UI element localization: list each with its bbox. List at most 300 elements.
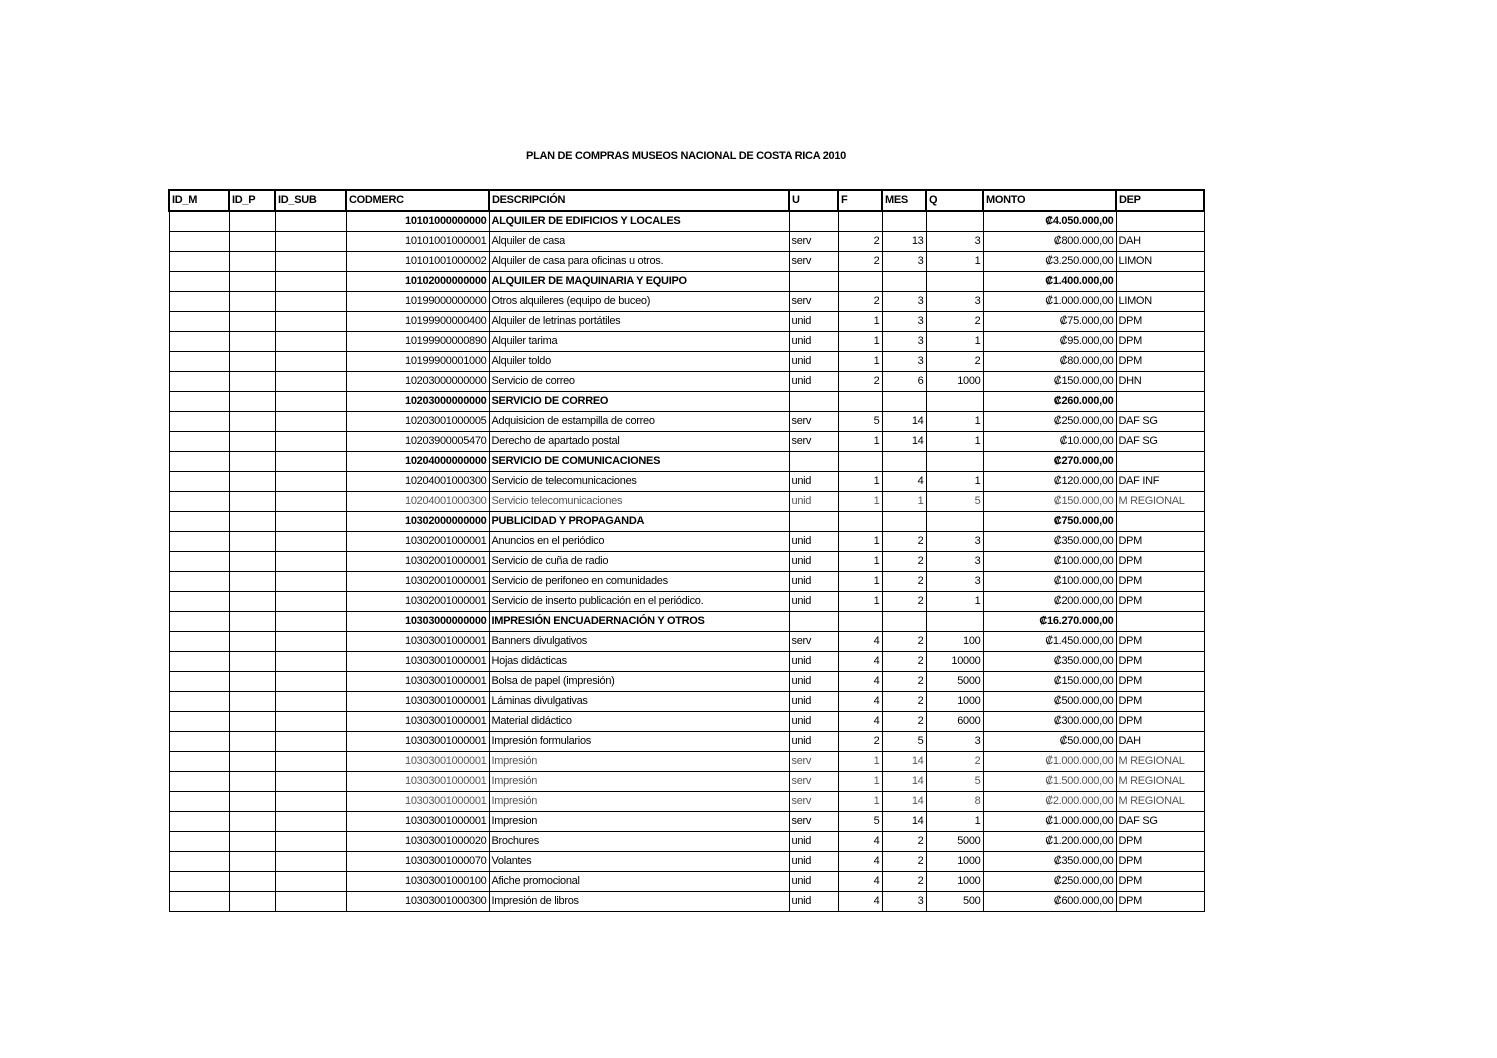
cell-dep: LIMON bbox=[1116, 292, 1204, 312]
cell-dep: DPM bbox=[1116, 532, 1204, 552]
purchase-plan-table bbox=[168, 189, 1205, 912]
cell-id-m bbox=[169, 412, 229, 432]
cell-descripcion: Impresion bbox=[489, 812, 789, 832]
cell-id-m bbox=[169, 492, 229, 512]
cell-id-p bbox=[229, 432, 275, 452]
cell-u: unid bbox=[789, 372, 838, 392]
cell-mes: 3 bbox=[882, 252, 926, 272]
cell-monto: ₡1.200.000,00 bbox=[983, 832, 1116, 852]
cell-id-sub bbox=[275, 312, 346, 332]
cell-id-m bbox=[169, 852, 229, 872]
cell-q: 8 bbox=[926, 792, 983, 812]
cell-codmerc: 10102000000000 bbox=[346, 272, 489, 292]
cell-codmerc: 10199900000400 bbox=[346, 312, 489, 332]
cell-q: 1 bbox=[926, 412, 983, 432]
cell-q: 1 bbox=[926, 432, 983, 452]
cell-id-m bbox=[169, 672, 229, 692]
cell-id-m bbox=[169, 452, 229, 472]
table-row bbox=[169, 492, 1204, 512]
cell-f: 1 bbox=[838, 552, 882, 572]
table-row bbox=[169, 732, 1204, 752]
cell-codmerc: 10302001000001 bbox=[346, 572, 489, 592]
cell-descripcion: Adquisicion de estampilla de correo bbox=[489, 412, 789, 432]
cell-id-sub bbox=[275, 452, 346, 472]
cell-id-sub bbox=[275, 732, 346, 752]
cell-f: 1 bbox=[838, 352, 882, 372]
cell-q: 3 bbox=[926, 532, 983, 552]
cell-descripcion: Alquiler de letrinas portátiles bbox=[489, 312, 789, 332]
cell-mes: 5 bbox=[882, 732, 926, 752]
table-row bbox=[169, 472, 1204, 492]
cell-id-m bbox=[169, 812, 229, 832]
cell-id-m bbox=[169, 732, 229, 752]
cell-id-p bbox=[229, 652, 275, 672]
cell-monto: ₡350.000,00 bbox=[983, 852, 1116, 872]
cell-mes: 2 bbox=[882, 712, 926, 732]
cell-id-p bbox=[229, 832, 275, 852]
cell-f: 1 bbox=[838, 532, 882, 552]
cell-q: 100 bbox=[926, 632, 983, 652]
cell-mes: 2 bbox=[882, 692, 926, 712]
cell-u: serv bbox=[789, 252, 838, 272]
cell-id-m bbox=[169, 332, 229, 352]
cell-q: 3 bbox=[926, 572, 983, 592]
cell-dep: DPM bbox=[1116, 892, 1204, 912]
cell-mes: 3 bbox=[882, 332, 926, 352]
cell-id-m bbox=[169, 211, 229, 232]
cell-descripcion: Afiche promocional bbox=[489, 872, 789, 892]
cell-dep: DAF SG bbox=[1116, 812, 1204, 832]
cell-descripcion: Impresión formularios bbox=[489, 732, 789, 752]
cell-id-m bbox=[169, 512, 229, 532]
category-row bbox=[169, 452, 1204, 472]
cell-id-sub bbox=[275, 332, 346, 352]
cell-u: unid bbox=[789, 532, 838, 552]
cell-u: unid bbox=[789, 852, 838, 872]
table-row bbox=[169, 712, 1204, 732]
cell-dep: DPM bbox=[1116, 872, 1204, 892]
cell-u: unid bbox=[789, 692, 838, 712]
cell-descripcion: Bolsa de papel (impresión) bbox=[489, 672, 789, 692]
cell-codmerc: 10302001000001 bbox=[346, 532, 489, 552]
cell-mes bbox=[882, 612, 926, 632]
cell-u bbox=[789, 272, 838, 292]
table-row bbox=[169, 872, 1204, 892]
cell-codmerc: 10303001000001 bbox=[346, 692, 489, 712]
cell-f: 4 bbox=[838, 632, 882, 652]
page-title: PLAN DE COMPRAS MUSEOS NACIONAL DE COSTA RICA 2010 bbox=[526, 150, 846, 162]
cell-f: 5 bbox=[838, 812, 882, 832]
cell-id-sub bbox=[275, 892, 346, 912]
table-row bbox=[169, 752, 1204, 772]
cell-id-sub bbox=[275, 652, 346, 672]
cell-monto: ₡350.000,00 bbox=[983, 652, 1116, 672]
cell-descripcion: Servicio de cuña de radio bbox=[489, 552, 789, 572]
cell-id-m bbox=[169, 372, 229, 392]
cell-monto: ₡800.000,00 bbox=[983, 232, 1116, 252]
cell-q: 10000 bbox=[926, 652, 983, 672]
cell-dep: DPM bbox=[1116, 712, 1204, 732]
cell-u: unid bbox=[789, 732, 838, 752]
cell-descripcion: Impresión de libros bbox=[489, 892, 789, 912]
cell-id-m bbox=[169, 352, 229, 372]
cell-id-p bbox=[229, 312, 275, 332]
cell-descripcion: SERVICIO DE CORREO bbox=[489, 392, 789, 412]
cell-codmerc: 10303001000001 bbox=[346, 732, 489, 752]
cell-descripcion: Servicio de correo bbox=[489, 372, 789, 392]
cell-id-p bbox=[229, 692, 275, 712]
cell-id-p bbox=[229, 592, 275, 612]
cell-id-p bbox=[229, 632, 275, 652]
cell-descripcion: Hojas didácticas bbox=[489, 652, 789, 672]
header-row bbox=[169, 190, 1204, 211]
cell-f: 4 bbox=[838, 712, 882, 732]
cell-id-p bbox=[229, 892, 275, 912]
cell-id-sub bbox=[275, 832, 346, 852]
cell-codmerc: 10303000000000 bbox=[346, 612, 489, 632]
cell-u: unid bbox=[789, 332, 838, 352]
cell-id-m bbox=[169, 392, 229, 412]
cell-q bbox=[926, 272, 983, 292]
cell-mes: 14 bbox=[882, 772, 926, 792]
cell-id-p bbox=[229, 612, 275, 632]
cell-descripcion: Alquiler tarima bbox=[489, 332, 789, 352]
cell-monto: ₡200.000,00 bbox=[983, 592, 1116, 612]
table-row bbox=[169, 652, 1204, 672]
cell-mes bbox=[882, 211, 926, 232]
cell-id-sub bbox=[275, 592, 346, 612]
cell-id-p bbox=[229, 512, 275, 532]
cell-q: 5000 bbox=[926, 832, 983, 852]
cell-mes: 13 bbox=[882, 232, 926, 252]
cell-id-m bbox=[169, 892, 229, 912]
cell-f: 2 bbox=[838, 292, 882, 312]
cell-f bbox=[838, 211, 882, 232]
cell-descripcion: Láminas divulgativas bbox=[489, 692, 789, 712]
cell-id-p bbox=[229, 812, 275, 832]
cell-monto: ₡150.000,00 bbox=[983, 372, 1116, 392]
cell-q: 1 bbox=[926, 592, 983, 612]
cell-id-sub bbox=[275, 472, 346, 492]
cell-mes: 2 bbox=[882, 572, 926, 592]
cell-dep: DAH bbox=[1116, 732, 1204, 752]
cell-id-p bbox=[229, 872, 275, 892]
cell-id-p bbox=[229, 372, 275, 392]
cell-dep: DPM bbox=[1116, 312, 1204, 332]
col-header-codmerc: CODMERC bbox=[346, 190, 489, 211]
cell-u: serv bbox=[789, 432, 838, 452]
cell-f: 2 bbox=[838, 232, 882, 252]
cell-mes: 2 bbox=[882, 872, 926, 892]
cell-monto: ₡120.000,00 bbox=[983, 472, 1116, 492]
cell-id-m bbox=[169, 752, 229, 772]
table-row bbox=[169, 332, 1204, 352]
cell-id-sub bbox=[275, 552, 346, 572]
cell-codmerc: 10203001000005 bbox=[346, 412, 489, 432]
cell-dep bbox=[1116, 452, 1204, 472]
cell-descripcion: IMPRESIÓN ENCUADERNACIÓN Y OTROS bbox=[489, 612, 789, 632]
table-row bbox=[169, 852, 1204, 872]
cell-descripcion: Impresión bbox=[489, 752, 789, 772]
cell-q bbox=[926, 452, 983, 472]
cell-f: 2 bbox=[838, 732, 882, 752]
cell-dep: DPM bbox=[1116, 552, 1204, 572]
cell-mes: 2 bbox=[882, 632, 926, 652]
cell-u: unid bbox=[789, 472, 838, 492]
cell-id-sub bbox=[275, 512, 346, 532]
cell-id-m bbox=[169, 872, 229, 892]
cell-id-sub bbox=[275, 572, 346, 592]
cell-f: 1 bbox=[838, 312, 882, 332]
col-header-mes: MES bbox=[882, 190, 926, 211]
table-row bbox=[169, 432, 1204, 452]
cell-id-p bbox=[229, 552, 275, 572]
col-header-monto: MONTO bbox=[983, 190, 1116, 211]
cell-descripcion: Alquiler de casa para oficinas u otros. bbox=[489, 252, 789, 272]
cell-id-p bbox=[229, 332, 275, 352]
cell-monto: ₡1.500.000,00 bbox=[983, 772, 1116, 792]
cell-id-p bbox=[229, 572, 275, 592]
cell-q: 500 bbox=[926, 892, 983, 912]
table-row bbox=[169, 372, 1204, 392]
cell-id-sub bbox=[275, 532, 346, 552]
cell-id-sub bbox=[275, 852, 346, 872]
cell-codmerc: 10303001000100 bbox=[346, 872, 489, 892]
cell-id-m bbox=[169, 252, 229, 272]
cell-id-m bbox=[169, 832, 229, 852]
table-row bbox=[169, 352, 1204, 372]
cell-id-sub bbox=[275, 872, 346, 892]
cell-monto: ₡80.000,00 bbox=[983, 352, 1116, 372]
cell-id-m bbox=[169, 472, 229, 492]
cell-id-p bbox=[229, 452, 275, 472]
cell-u: unid bbox=[789, 872, 838, 892]
cell-id-sub bbox=[275, 632, 346, 652]
cell-id-m bbox=[169, 592, 229, 612]
cell-id-p bbox=[229, 712, 275, 732]
cell-codmerc: 10303001000001 bbox=[346, 792, 489, 812]
cell-id-p bbox=[229, 392, 275, 412]
table-row bbox=[169, 312, 1204, 332]
cell-descripcion: PUBLICIDAD Y PROPAGANDA bbox=[489, 512, 789, 532]
cell-f bbox=[838, 452, 882, 472]
table-row bbox=[169, 252, 1204, 272]
cell-dep bbox=[1116, 272, 1204, 292]
cell-dep: DAH bbox=[1116, 232, 1204, 252]
cell-descripcion: Brochures bbox=[489, 832, 789, 852]
cell-f bbox=[838, 512, 882, 532]
col-header-dep: DEP bbox=[1116, 190, 1204, 211]
cell-descripcion: Servicio de perifoneo en comunidades bbox=[489, 572, 789, 592]
cell-id-m bbox=[169, 312, 229, 332]
cell-dep: LIMON bbox=[1116, 252, 1204, 272]
cell-codmerc: 10302001000001 bbox=[346, 552, 489, 572]
cell-id-sub bbox=[275, 392, 346, 412]
cell-id-p bbox=[229, 732, 275, 752]
cell-f: 1 bbox=[838, 492, 882, 512]
cell-id-p bbox=[229, 272, 275, 292]
cell-codmerc: 10203000000000 bbox=[346, 372, 489, 392]
cell-f: 2 bbox=[838, 252, 882, 272]
cell-codmerc: 10302000000000 bbox=[346, 512, 489, 532]
cell-mes: 3 bbox=[882, 892, 926, 912]
cell-codmerc: 10303001000001 bbox=[346, 712, 489, 732]
cell-mes: 3 bbox=[882, 352, 926, 372]
cell-u bbox=[789, 452, 838, 472]
category-row bbox=[169, 612, 1204, 632]
cell-mes: 6 bbox=[882, 372, 926, 392]
cell-monto: ₡2.000.000,00 bbox=[983, 792, 1116, 812]
cell-id-sub bbox=[275, 492, 346, 512]
cell-id-sub bbox=[275, 712, 346, 732]
cell-id-p bbox=[229, 412, 275, 432]
cell-id-p bbox=[229, 352, 275, 372]
cell-id-m bbox=[169, 572, 229, 592]
cell-monto: ₡10.000,00 bbox=[983, 432, 1116, 452]
cell-q bbox=[926, 512, 983, 532]
table-row bbox=[169, 532, 1204, 552]
cell-mes: 14 bbox=[882, 812, 926, 832]
cell-id-p bbox=[229, 252, 275, 272]
cell-codmerc: 10302001000001 bbox=[346, 592, 489, 612]
cell-f: 1 bbox=[838, 772, 882, 792]
cell-id-sub bbox=[275, 772, 346, 792]
cell-mes: 2 bbox=[882, 592, 926, 612]
cell-q bbox=[926, 392, 983, 412]
cell-monto: ₡250.000,00 bbox=[983, 412, 1116, 432]
cell-codmerc: 10303001000001 bbox=[346, 632, 489, 652]
cell-f: 4 bbox=[838, 872, 882, 892]
cell-id-m bbox=[169, 552, 229, 572]
cell-f: 4 bbox=[838, 692, 882, 712]
cell-id-p bbox=[229, 772, 275, 792]
cell-u: serv bbox=[789, 632, 838, 652]
cell-descripcion: Banners divulgativos bbox=[489, 632, 789, 652]
cell-mes: 2 bbox=[882, 652, 926, 672]
cell-id-m bbox=[169, 652, 229, 672]
cell-q: 1000 bbox=[926, 372, 983, 392]
table-row bbox=[169, 592, 1204, 612]
table-row bbox=[169, 292, 1204, 312]
cell-descripcion: Volantes bbox=[489, 852, 789, 872]
cell-f: 2 bbox=[838, 372, 882, 392]
cell-descripcion: Otros alquileres (equipo de buceo) bbox=[489, 292, 789, 312]
cell-codmerc: 10203900005470 bbox=[346, 432, 489, 452]
cell-id-m bbox=[169, 532, 229, 552]
cell-id-p bbox=[229, 472, 275, 492]
cell-monto: ₡3.250.000,00 bbox=[983, 252, 1116, 272]
cell-dep: DPM bbox=[1116, 352, 1204, 372]
cell-u: serv bbox=[789, 292, 838, 312]
cell-codmerc: 10303001000001 bbox=[346, 752, 489, 772]
cell-id-m bbox=[169, 292, 229, 312]
cell-id-m bbox=[169, 612, 229, 632]
cell-id-sub bbox=[275, 692, 346, 712]
cell-u: unid bbox=[789, 832, 838, 852]
cell-monto: ₡150.000,00 bbox=[983, 672, 1116, 692]
cell-q: 2 bbox=[926, 352, 983, 372]
cell-codmerc: 10204001000300 bbox=[346, 492, 489, 512]
cell-q: 1000 bbox=[926, 872, 983, 892]
cell-u: unid bbox=[789, 572, 838, 592]
cell-descripcion: Servicio telecomunicaciones bbox=[489, 492, 789, 512]
cell-f: 1 bbox=[838, 332, 882, 352]
table-row bbox=[169, 792, 1204, 812]
cell-u: serv bbox=[789, 812, 838, 832]
cell-mes bbox=[882, 392, 926, 412]
cell-monto: ₡75.000,00 bbox=[983, 312, 1116, 332]
cell-id-sub bbox=[275, 432, 346, 452]
cell-id-sub bbox=[275, 792, 346, 812]
cell-q: 5000 bbox=[926, 672, 983, 692]
cell-u: unid bbox=[789, 672, 838, 692]
cell-id-p bbox=[229, 752, 275, 772]
cell-u bbox=[789, 612, 838, 632]
cell-q: 2 bbox=[926, 312, 983, 332]
cell-f: 1 bbox=[838, 472, 882, 492]
cell-id-sub bbox=[275, 272, 346, 292]
cell-id-p bbox=[229, 232, 275, 252]
cell-id-sub bbox=[275, 352, 346, 372]
cell-q: 1 bbox=[926, 332, 983, 352]
cell-dep: DAF SG bbox=[1116, 412, 1204, 432]
cell-mes: 4 bbox=[882, 472, 926, 492]
cell-u: unid bbox=[789, 712, 838, 732]
cell-codmerc: 10203000000000 bbox=[346, 392, 489, 412]
cell-id-sub bbox=[275, 612, 346, 632]
cell-id-m bbox=[169, 692, 229, 712]
cell-monto: ₡1.000.000,00 bbox=[983, 752, 1116, 772]
cell-monto: ₡50.000,00 bbox=[983, 732, 1116, 752]
category-row bbox=[169, 512, 1204, 532]
cell-codmerc: 10303001000001 bbox=[346, 652, 489, 672]
cell-id-sub bbox=[275, 672, 346, 692]
cell-id-sub bbox=[275, 232, 346, 252]
cell-id-m bbox=[169, 632, 229, 652]
cell-codmerc: 10303001000070 bbox=[346, 852, 489, 872]
cell-u: unid bbox=[789, 552, 838, 572]
cell-f: 4 bbox=[838, 832, 882, 852]
cell-monto: ₡300.000,00 bbox=[983, 712, 1116, 732]
cell-dep: DPM bbox=[1116, 672, 1204, 692]
cell-id-sub bbox=[275, 412, 346, 432]
cell-q: 5 bbox=[926, 492, 983, 512]
cell-descripcion: Alquiler toldo bbox=[489, 352, 789, 372]
cell-descripcion: Alquiler de casa bbox=[489, 232, 789, 252]
table-row bbox=[169, 692, 1204, 712]
cell-dep: M REGIONAL bbox=[1116, 792, 1204, 812]
cell-dep: DPM bbox=[1116, 652, 1204, 672]
cell-q: 3 bbox=[926, 552, 983, 572]
cell-mes: 2 bbox=[882, 852, 926, 872]
category-row bbox=[169, 272, 1204, 292]
col-header-id-m: ID_M bbox=[169, 190, 229, 211]
cell-id-p bbox=[229, 532, 275, 552]
cell-id-sub bbox=[275, 211, 346, 232]
cell-codmerc: 10303001000300 bbox=[346, 892, 489, 912]
cell-dep: DPM bbox=[1116, 852, 1204, 872]
cell-descripcion: Material didáctico bbox=[489, 712, 789, 732]
cell-monto: ₡4.050.000,00 bbox=[983, 211, 1116, 232]
cell-monto: ₡100.000,00 bbox=[983, 552, 1116, 572]
cell-codmerc: 10199900000890 bbox=[346, 332, 489, 352]
category-row bbox=[169, 211, 1204, 232]
cell-mes: 3 bbox=[882, 292, 926, 312]
cell-mes: 2 bbox=[882, 832, 926, 852]
cell-q: 1000 bbox=[926, 852, 983, 872]
cell-codmerc: 10199900001000 bbox=[346, 352, 489, 372]
cell-monto: ₡1.400.000,00 bbox=[983, 272, 1116, 292]
